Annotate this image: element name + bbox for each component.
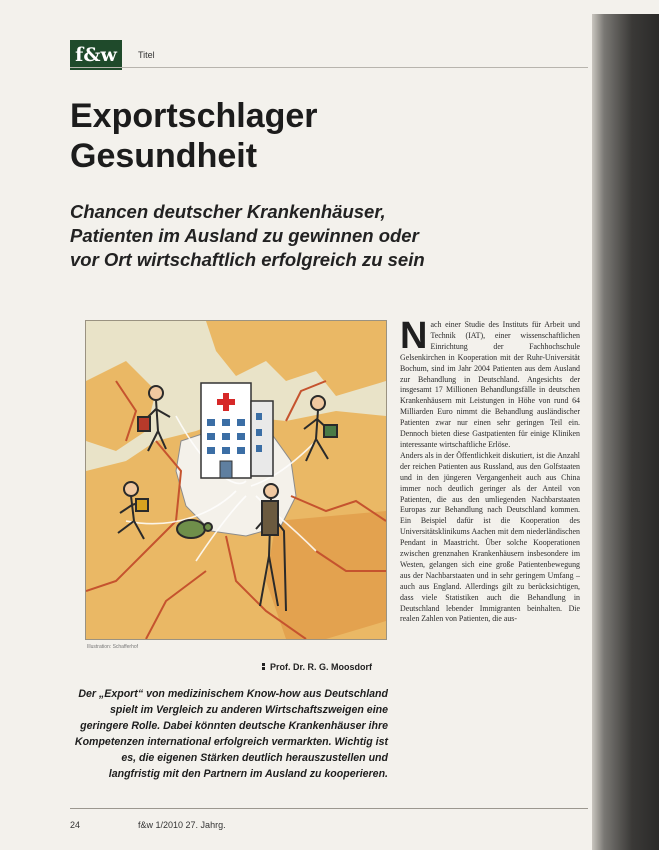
subhead-line-3: vor Ort wirtschaftlich erfolgreich zu sein	[70, 249, 425, 270]
drop-cap: N	[400, 320, 428, 357]
section-label: Titel	[138, 50, 155, 60]
subhead-line-1: Chancen deutscher Krankenhäuser,	[70, 201, 386, 222]
author-byline	[262, 662, 372, 672]
page-number: 24	[70, 820, 81, 830]
article-subheadline	[70, 200, 550, 272]
page-edge-shadow	[592, 14, 659, 850]
header-rule	[70, 67, 588, 68]
page-footer	[70, 820, 284, 830]
subhead-line-2: Patienten im Ausland zu gewinnen oder	[70, 225, 419, 246]
article-illustration	[85, 320, 387, 640]
byline-bullet-icon	[262, 663, 265, 666]
headline-line-2: Gesundheit	[70, 137, 258, 175]
article-headline	[70, 96, 570, 176]
body-paragraph-2: Anders als in der Öffentlichkeit diskutiert, ist die Anzahl der reichen Patienten aus Russland, aus den Golfstaaten und in den jüngeren Vergangenheit auch aus China immer noch deutlich geringer als der Anteil von Patienten, die aus den umliegenden Nachbarstaaten Europas zur Behandlung nach Deutschland kommen. Ein Beispiel dafür ist die Kooperation des Universitätsklinikums Aachen mit dem niederländischen Pendant in Maastricht. Über solche Kooperationen zwischen grenznahen Krankenhäusern insbesondere im Westen, gelangen sich eine große Patientenbewegung aus der Nachbarstaaten und in sehr geringem Umfang – auch aus England. Allerdings gilt zu berücksichtigen, dass viele Statistiken auch die Behandlung in Deutschland lebender Immigranten beinhalten. Die realen Zahlen von Patienten, die aus-	[400, 450, 580, 624]
footer-rule	[70, 808, 588, 809]
magazine-logo: f&w	[70, 40, 122, 70]
image-credit: Illustration: Schafferhof	[87, 644, 139, 650]
issue-info: f&w 1/2010 27. Jahrg.	[138, 820, 226, 830]
article-body-column	[400, 320, 580, 808]
headline-line-1: Exportschlager	[70, 97, 318, 135]
author-name: Prof. Dr. R. G. Moosdorf	[270, 662, 373, 672]
article-lead: Der „Export“ von medizinischem Know-how aus Deutschland spielt im Vergleich zu anderen Wirtschaftszweigen eine geringere Rolle. Dabei könnten deutsche Krankenhäuser ihre Kompetenzen international erfolgreich vermarkten. Wichtig ist es, die eigenen Stärken deutlich herauszustellen und langfristig mit den Partnern im Ausland zu kooperieren.	[74, 688, 388, 780]
body-paragraph-1: ach einer Studie des Instituts für Arbeit und Technik (IAT), einer wissenschaftlichen Einrichtung der Fachhochschule Gelsenkirchen in Kooperation mit der Ruhr-Universität Bochum, sind im Jahr 2004 Patienten aus dem Ausland zur Behandlung in Deutschland. Angesichts der insgesamt 17 Millionen Behandlungsfälle in deutschen Krankenhäusern mit Leistungen in Höhe von rund 64 Milliarden Euro nimmt die Behandlung ausländischer Patienten zwar nur einen sehr geringen Teil ein. Dennoch bieten diese Gastpatienten für einige Kliniken interessante wirtschaftliche Erlöse.	[400, 320, 580, 449]
europe-map-illustration	[86, 321, 386, 639]
